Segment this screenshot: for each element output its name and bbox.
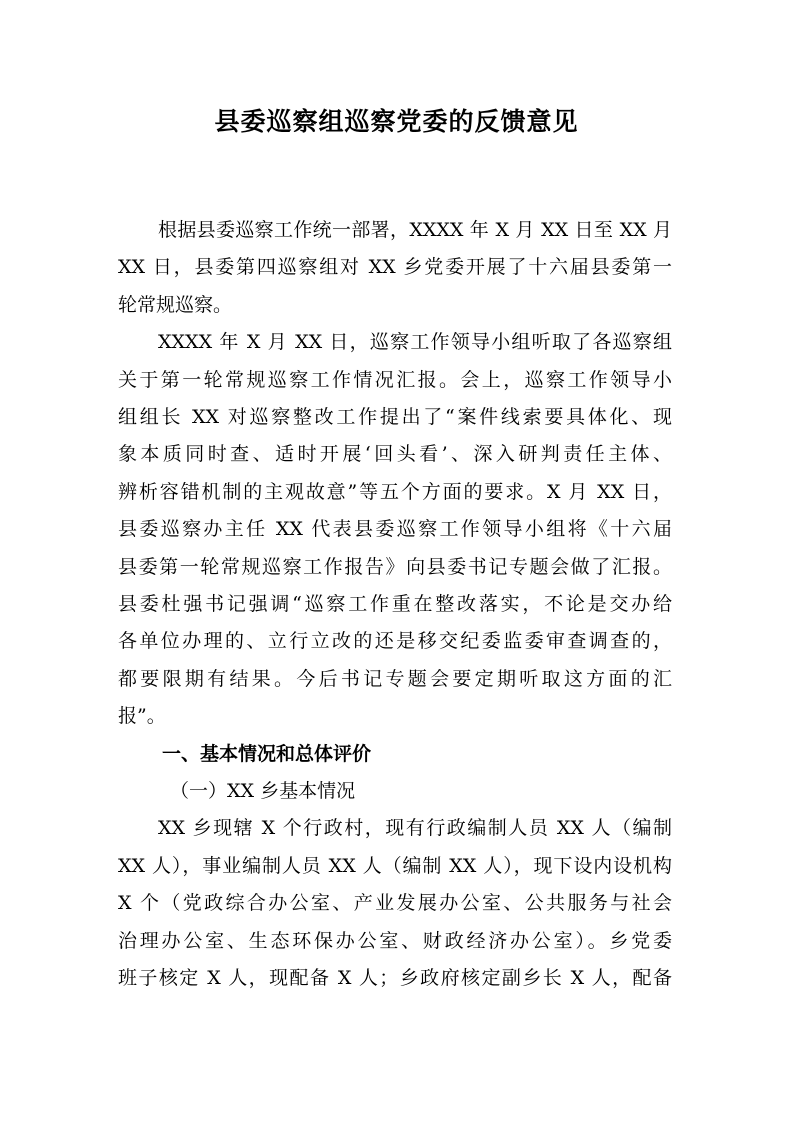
paragraph-line: 根据县委巡察工作统一部署，XXXX 年 X 月 XX 日至 XX 月 <box>158 219 672 241</box>
paragraph-line: 象本质同时查、适时开展‘回头看’、深入研判责任主体、 <box>118 443 672 465</box>
paragraph-line: 轮常规巡察。 <box>118 294 233 316</box>
paragraph-line: XX 乡现辖 X 个行政村，现有行政编制人员 XX 人（编制 <box>158 817 672 839</box>
paragraph-line: 县委巡察办主任 XX 代表县委巡察工作领导小组将《十六届 <box>118 518 672 540</box>
paragraph-line: 报”。 <box>118 705 166 727</box>
paragraph-line: 治理办公室、生态环保办公室、财政经济办公室）。乡党委 <box>118 930 672 952</box>
section-heading: 一、基本情况和总体评价 <box>162 743 372 765</box>
paragraph-line: 各单位办理的、立行立改的还是移交纪委监委审查调查的， <box>118 630 672 652</box>
paragraph-line: 班子核定 X 人，现配备 X 人；乡政府核定副乡长 X 人，配备 <box>118 967 672 989</box>
paragraph-line: 组组长 XX 对巡察整改工作提出了“案件线索要具体化、现 <box>118 406 672 428</box>
paragraph-line: XX 人），事业编制人员 XX 人（编制 XX 人），现下设内设机构 <box>118 855 672 877</box>
paragraph-line: X 个（党政综合办公室、产业发展办公室、公共服务与社会 <box>118 892 672 914</box>
subsection-heading: （一）XX 乡基本情况 <box>170 780 356 802</box>
paragraph-line: 都要限期有结果。今后书记专题会要定期听取这方面的汇 <box>118 668 672 690</box>
document-title: 县委巡察组巡察党委的反馈意见 <box>214 107 579 136</box>
paragraph-line: 县委杜强书记强调“巡察工作重在整改落实，不论是交办给 <box>118 593 672 615</box>
paragraph-line: XX 日，县委第四巡察组对 XX 乡党委开展了十六届县委第一 <box>118 256 672 278</box>
paragraph-line: 辨析容错机制的主观故意”等五个方面的要求。X 月 XX 日， <box>118 481 672 503</box>
paragraph-line: XXXX 年 X 月 XX 日，巡察工作领导小组听取了各巡察组 <box>158 331 672 353</box>
paragraph-line: 关于第一轮常规巡察工作情况汇报。会上，巡察工作领导小 <box>118 369 672 391</box>
paragraph-line: 县委第一轮常规巡察工作报告》向县委书记专题会做了汇报。 <box>118 556 672 578</box>
